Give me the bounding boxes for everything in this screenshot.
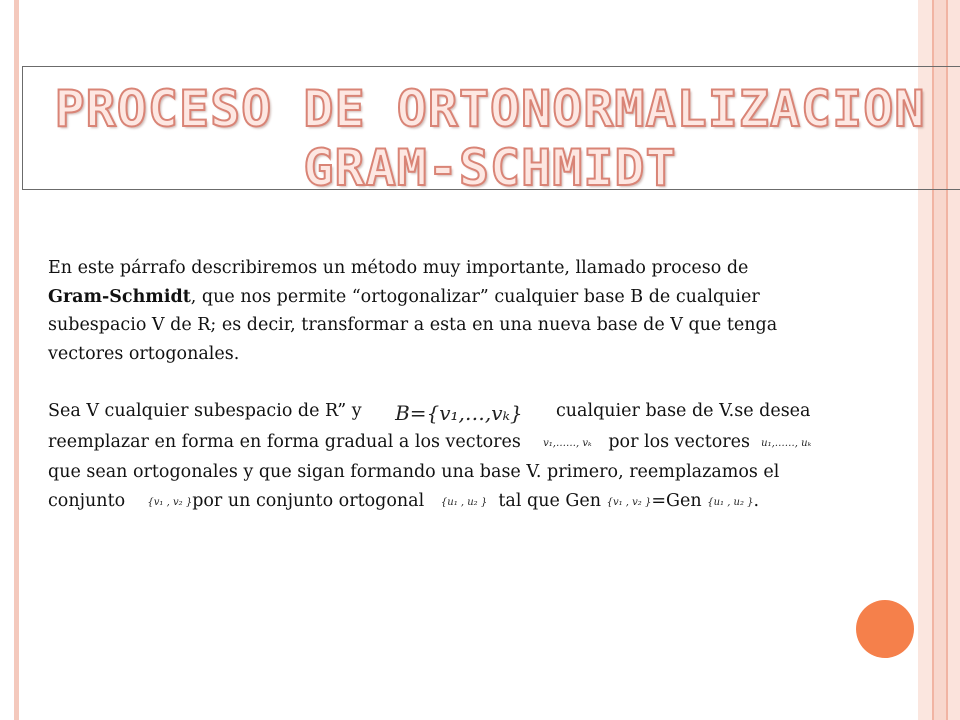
text-line	[48, 397, 811, 428]
bold-term: Gram-Schmidt	[48, 286, 191, 307]
text-span: tal que Gen	[498, 490, 601, 511]
u-set-formula: {u₁ , u₂ }	[707, 496, 754, 508]
text-line: que sean ortogonales y que sigan formando una base V. primero, reemplazamos el	[48, 462, 780, 482]
text-span: cualquier base de V.se desea	[555, 401, 811, 421]
text-line	[48, 428, 811, 459]
basis-formula: B={v₁,…,vₖ}	[395, 401, 523, 425]
text-span: , que nos permite “ortogonalizar” cualquier base B de cualquier	[190, 286, 760, 307]
text-span: conjunto	[48, 490, 126, 511]
intro-paragraph	[48, 254, 777, 368]
text-line	[48, 487, 811, 518]
text-span: por un conjunto ortogonal	[192, 490, 425, 511]
u-vectors-formula: u₁,……, uₖ	[761, 437, 812, 449]
left-decorative-stripe	[14, 0, 19, 720]
process-paragraph	[48, 397, 811, 517]
text-line: En este párrafo describiremos un método muy importante, llamado proceso de	[48, 258, 749, 278]
text-span: por los vectores	[608, 431, 750, 452]
v-set-formula: {v₁ , v₂ }	[606, 496, 652, 508]
u-set-formula: {u₁ , u₂ }	[440, 496, 488, 508]
text-span: reemplazar en forma en forma gradual a los vectores	[48, 431, 521, 452]
text-line: subespacio V de R; es decir, transformar a esta en una nueva base de V que tenga	[48, 315, 778, 335]
text-span: .	[753, 490, 760, 511]
text-line: vectores ortogonales.	[48, 343, 240, 364]
slide-title: PROCESO DE ORTONORMALIZACION GRAM-SCHMIDT	[54, 80, 926, 197]
text-span: Sea V cualquier subespacio de R” y	[48, 401, 362, 421]
accent-circle	[856, 600, 914, 658]
text-span: =Gen	[651, 490, 702, 511]
v-set-formula: {v₁ , v₂ }	[147, 496, 193, 508]
text-line	[48, 283, 777, 312]
v-vectors-formula: v₁,……, vₖ	[543, 437, 592, 449]
